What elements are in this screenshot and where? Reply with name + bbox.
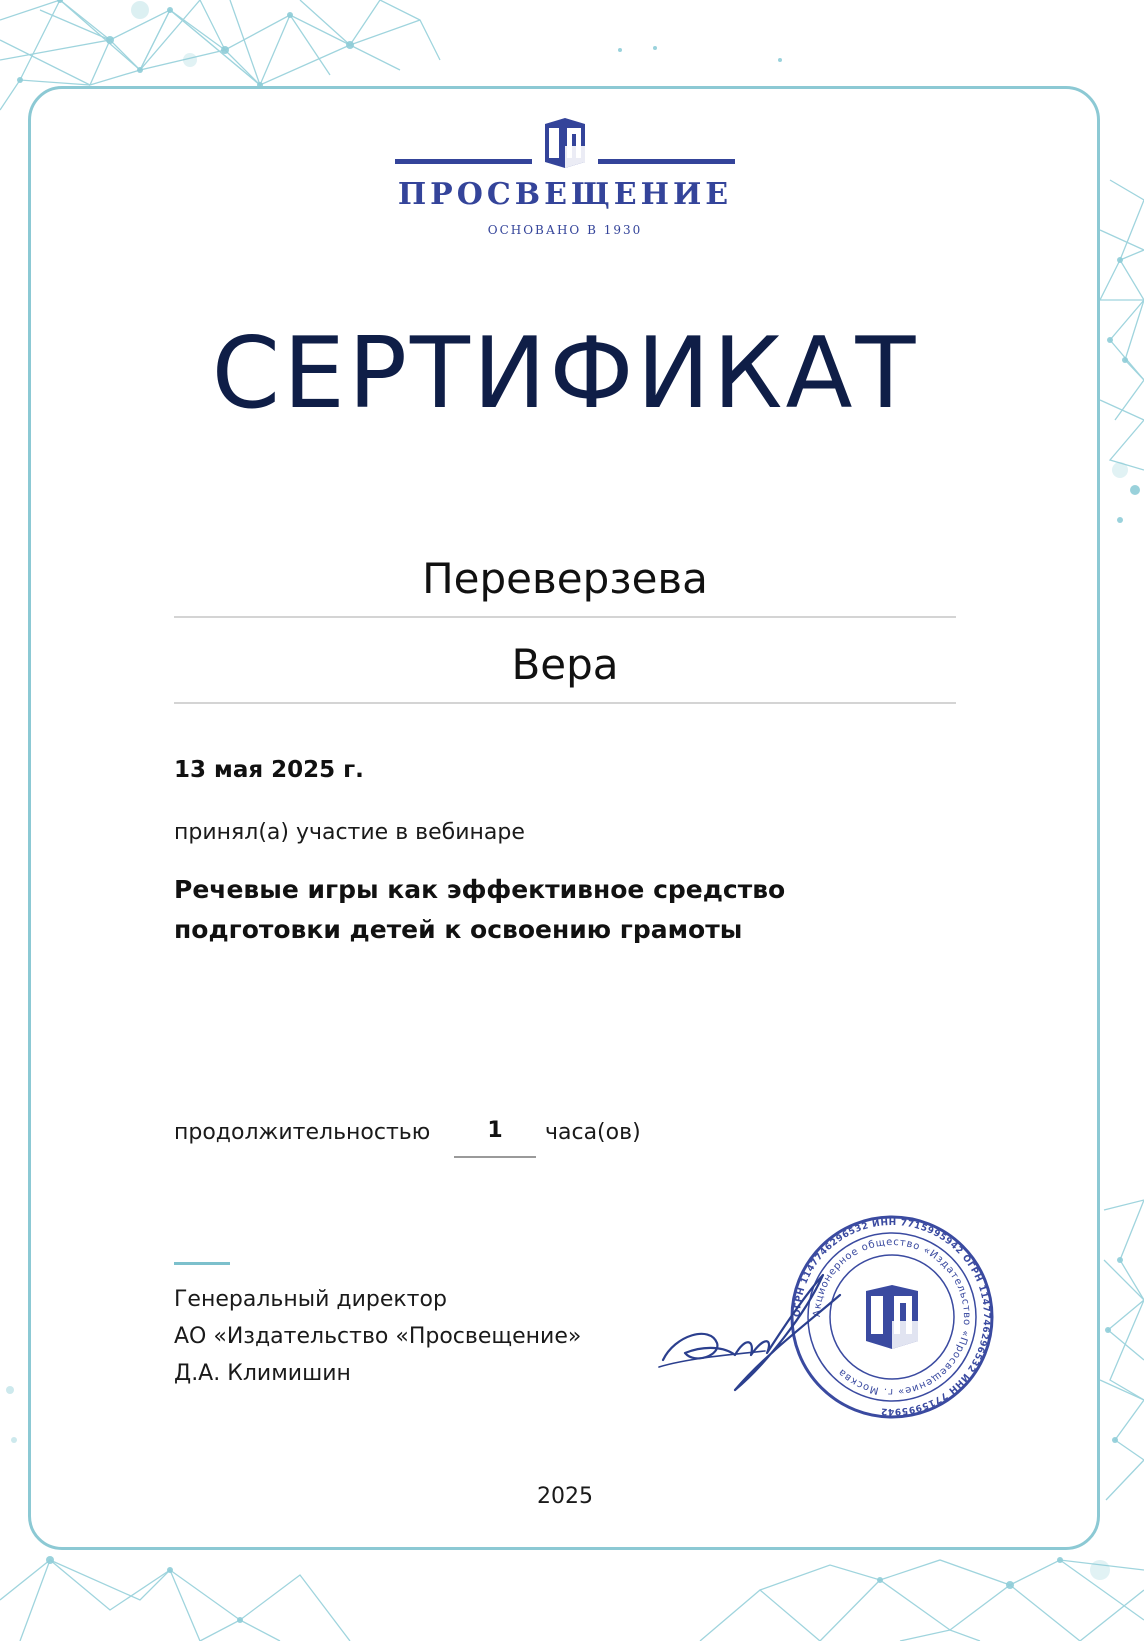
svg-text:ОГРН 1147746296532 ИНН 7715995: ОГРН 1147746296532 ИНН 7715995942 ОГРН 1147746296532 ИНН 7715995942 — [792, 1217, 992, 1417]
publisher-name: ПРОСВЕЩЕНИЕ — [397, 177, 733, 212]
director-signature — [655, 1255, 855, 1415]
certificate-title: СЕРТИФИКАТ — [211, 317, 919, 431]
signatory-accent-dash — [174, 1262, 230, 1265]
first-name-underline — [174, 702, 956, 704]
recipient-first-name: Вера — [511, 640, 619, 689]
publisher-founded: ОСНОВАНО В 1930 — [487, 223, 643, 237]
event-date: 13 мая 2025 г. — [174, 757, 364, 783]
certificate-year: 2025 — [537, 1484, 593, 1509]
logo-line-right — [598, 159, 735, 164]
surname-underline — [174, 616, 956, 618]
duration-value: 1 — [487, 1118, 503, 1143]
svg-text:Акционерное общество «Издатель: Акционерное общество «Издательство «Просвещение» г. Москва — [811, 1236, 973, 1398]
signatory-name: Д.А. Климишин — [174, 1361, 351, 1386]
duration-label: продолжительностью — [174, 1120, 431, 1145]
recipient-surname: Переверзева — [422, 554, 708, 603]
duration-unit: часа(ов) — [545, 1120, 641, 1145]
signatory-position: Генеральный директор — [174, 1287, 447, 1312]
duration-underline — [454, 1156, 536, 1158]
participation-text: принял(а) участие в вебинаре — [174, 820, 525, 845]
signatory-organization: АО «Издательство «Просвещение» — [174, 1324, 582, 1349]
publisher-logo — [395, 112, 735, 242]
publisher-emblem-icon — [543, 116, 587, 170]
logo-line-left — [395, 159, 532, 164]
webinar-title: Речевые игры как эффективное средство подготовки детей к освоению грамоты — [174, 875, 786, 944]
